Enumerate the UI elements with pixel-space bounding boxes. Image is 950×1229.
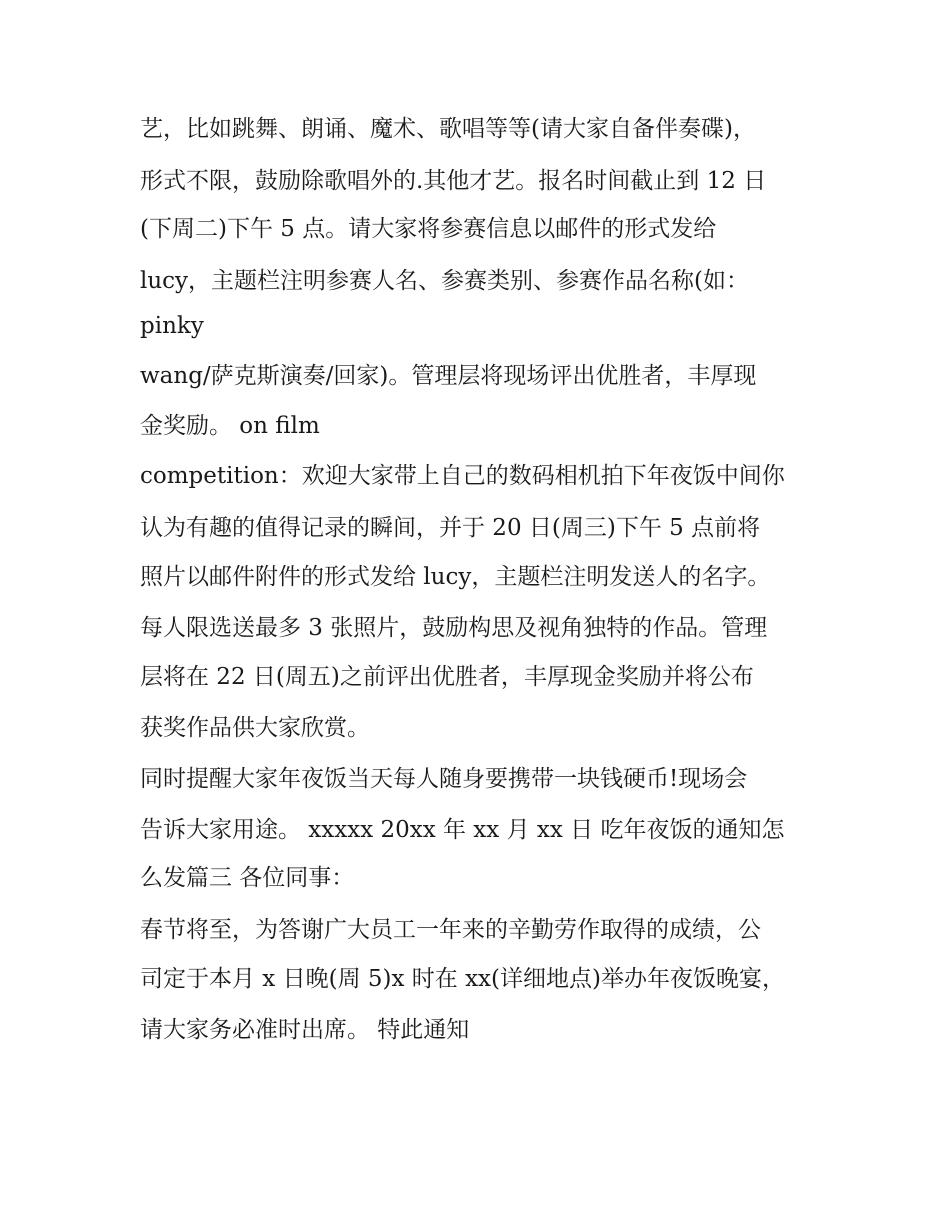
text-line: pinky	[140, 313, 204, 339]
text-line: (下周二)下午 5 点。请大家将参赛信息以邮件的形式发给	[140, 216, 717, 242]
text-line: 么发篇三 各位同事：	[140, 865, 355, 891]
text-line: 金奖励。 on film	[140, 413, 320, 439]
text-line: 告诉大家用途。 xxxxx 20xx 年 xx 月 xx 日 吃年夜饭的通知怎	[140, 817, 785, 843]
text-line: 同时提醒大家年夜饭当天每人随身要携带一块钱硬币!现场会	[140, 766, 748, 792]
text-line: 司定于本月 x 日晚(周 5)x 时在 xx(详细地点)举办年夜饭晚宴，	[140, 966, 785, 992]
text-line: 艺，比如跳舞、朗诵、魔术、歌唱等等(请大家自备伴奏碟)，	[140, 116, 756, 142]
text-line: 照片以邮件附件的形式发给 lucy，主题栏注明发送人的名字。	[140, 564, 771, 590]
text-line: 形式不限，鼓励除歌唱外的.其他才艺。报名时间截止到 12 日	[140, 168, 767, 194]
text-line: lucy，主题栏注明参赛人名、参赛类别、参赛作品名称(如：	[140, 268, 750, 294]
text-line: 认为有趣的值得记录的瞬间，并于 20 日(周三)下午 5 点前将	[140, 515, 761, 541]
text-line: 层将在 22 日(周五)之前评出优胜者，丰厚现金奖励并将公布	[140, 664, 754, 690]
text-line: wang/萨克斯演奏/回家)。管理层将现场评出优胜者，丰厚现	[140, 363, 757, 389]
text-line: 请大家务必准时出席。 特此通知	[140, 1017, 470, 1043]
text-line: competition：欢迎大家带上自己的数码相机拍下年夜饭中间你	[140, 463, 785, 489]
text-line: 春节将至，为答谢广大员工一年来的辛勤劳作取得的成绩，公	[140, 917, 761, 943]
text-line: 每人限选送最多 3 张照片，鼓励构思及视角独特的作品。管理	[140, 615, 768, 641]
text-line: 获奖作品供大家欣赏。	[140, 715, 370, 741]
